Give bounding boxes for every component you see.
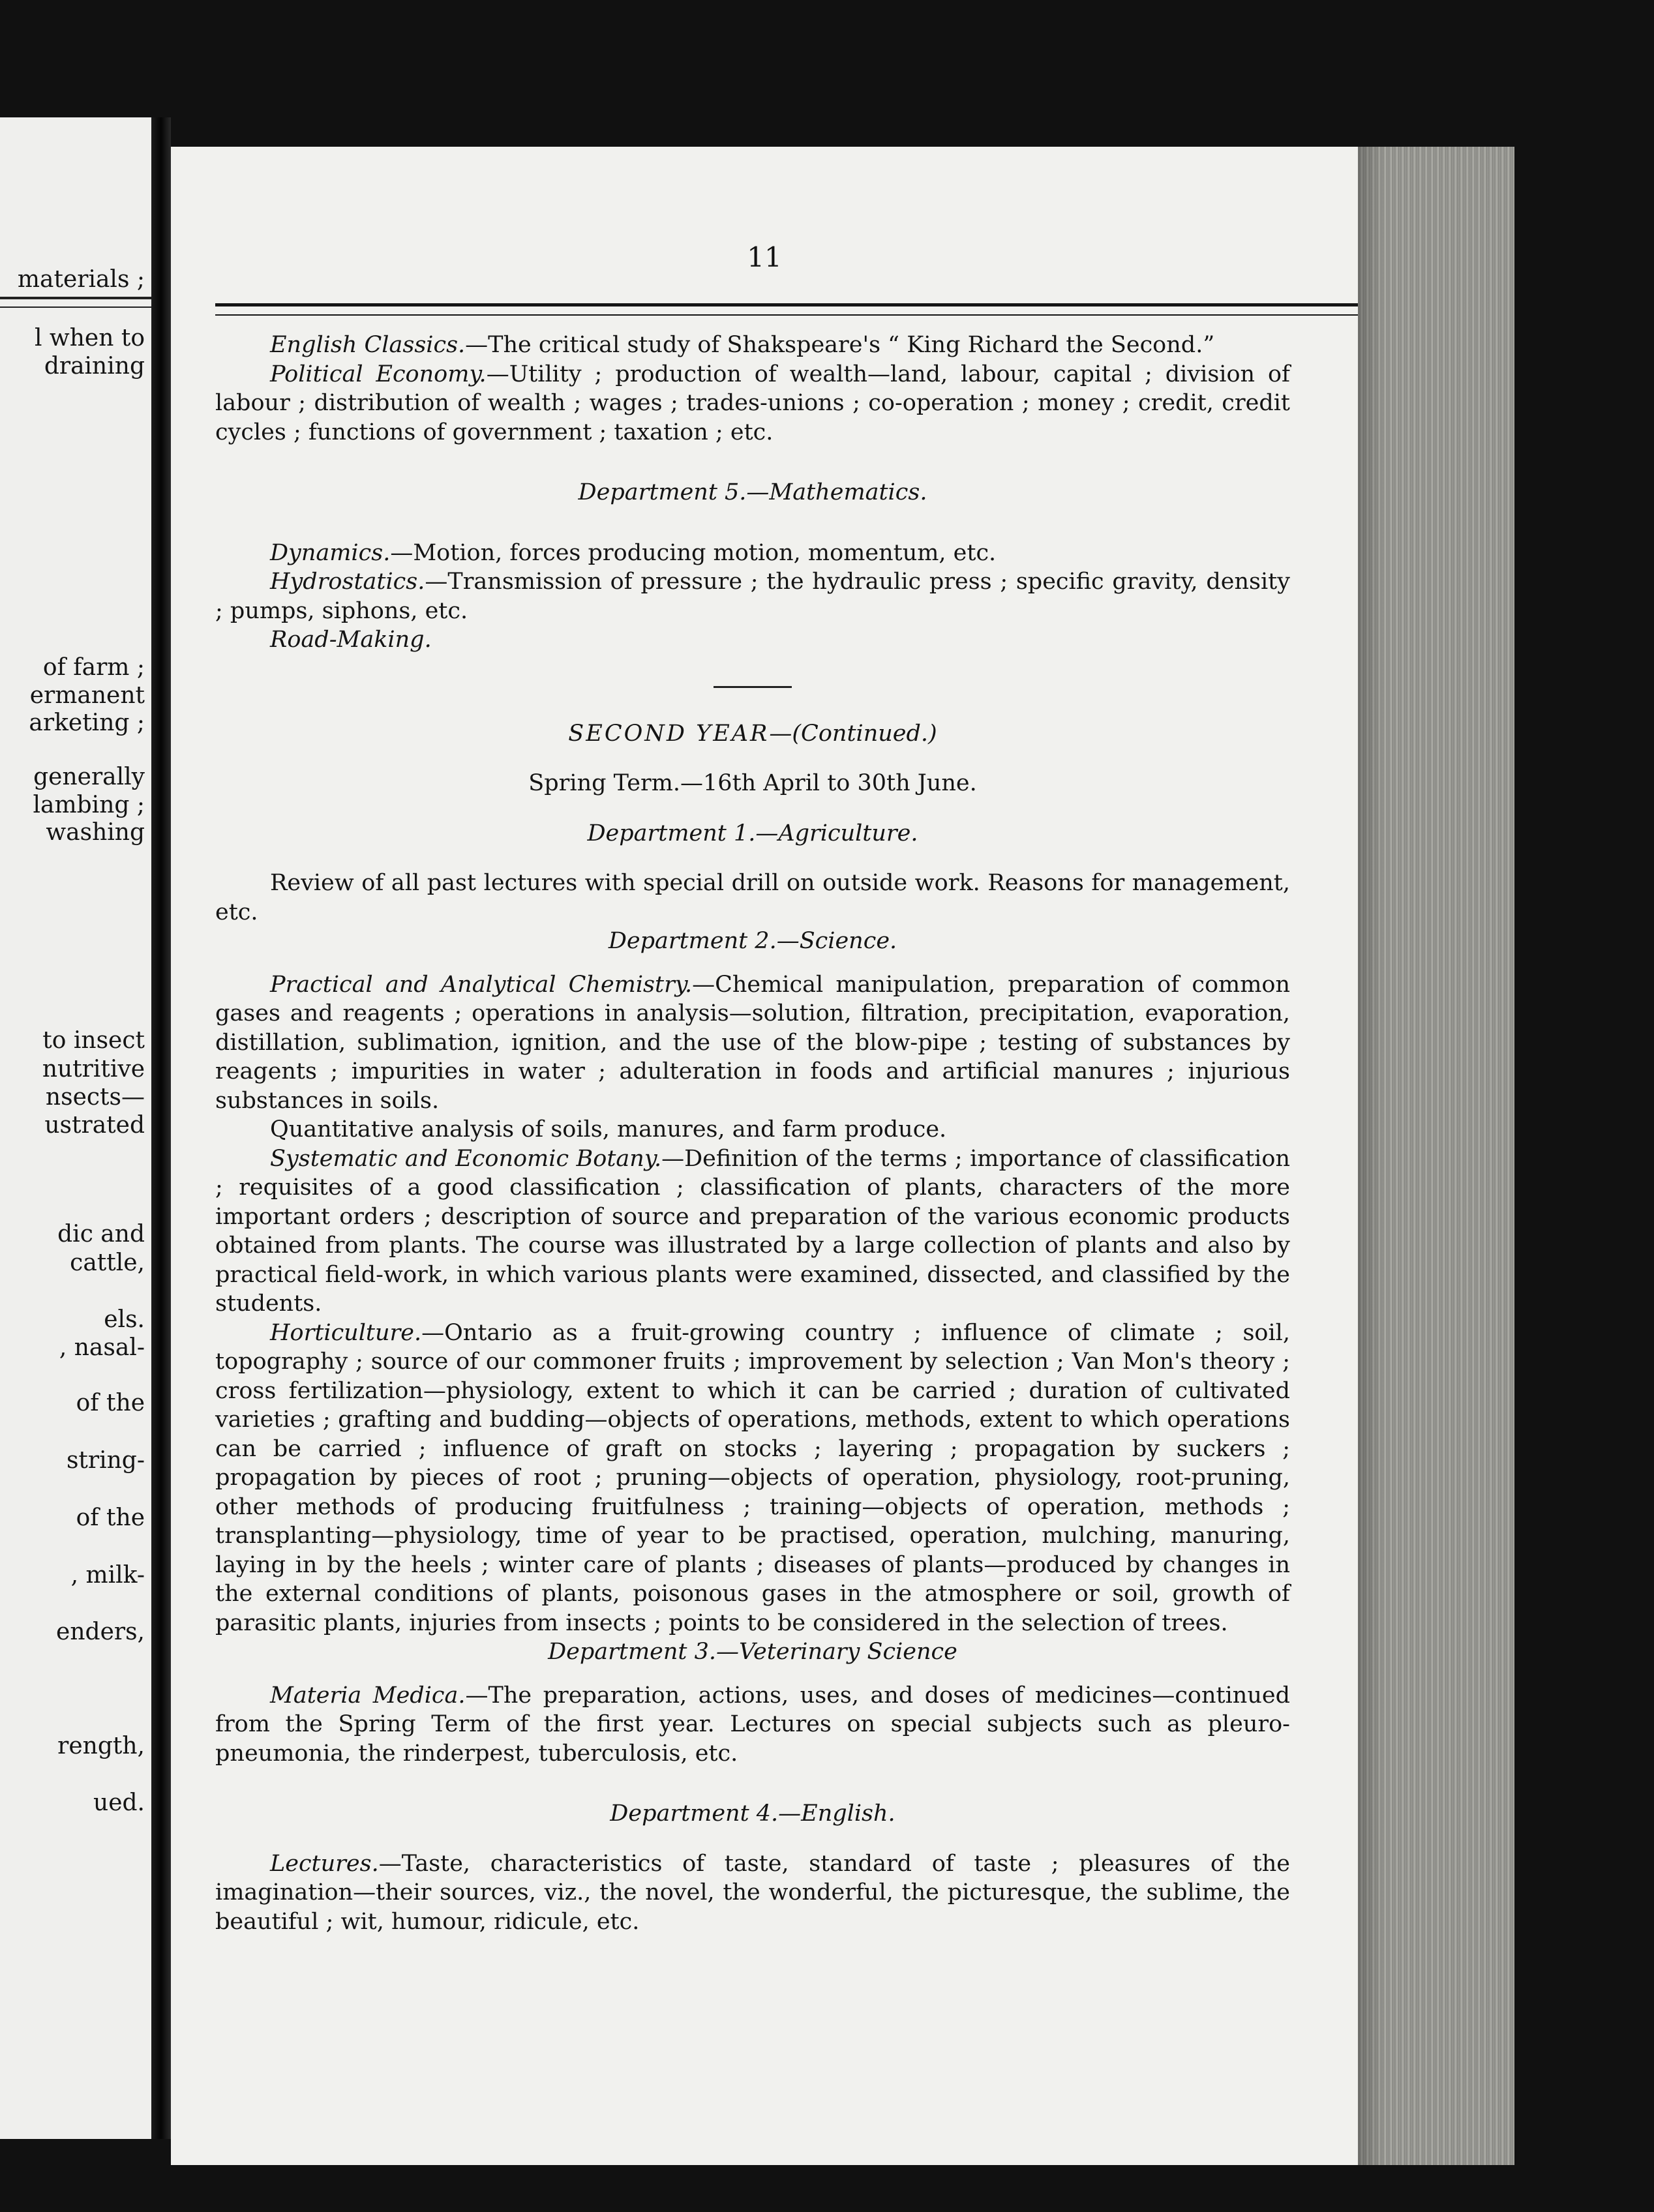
paragraph-dynamics	[215, 539, 1290, 568]
paragraph-text: —Taste, characteristics of taste, standard of taste ; pleasures of the imagination—their sources, viz., the novel, the wonderful, the picturesque, the sublime, the beautiful ; wit, humour, ridicule, etc.	[215, 1850, 1290, 1935]
left-header-rule-thin	[0, 306, 151, 308]
paragraph-text: —Ontario as a fruit-growing country ; influence of climate ; soil, topography ; source of our commoner fruits ; improvement by selection ; Van Mon's theory ; cross fertilization—physiology, extent to which it can be carried ; duration of cultivated varieties ; grafting and budding—objects of operations, methods, extent to which operations can be carried ; influence of graft on stocks ; layering ; propagation by suckers ; propagation by pieces of root ; pruning—objects of operation, physiology, root-pruning, other methods of producing fruitfulness ; training—objects of operation, methods ; transplanting—physiology, time of year to be practised, operation, mulching, manuring, laying in by the heels ; winter care of plants ; diseases of plants—produced by changes in the external conditions of plants, poisonous gases in the atmosphere or soil, growth of parasitic plants, injuries from insects ; points to be considered in the selection of trees.	[215, 1319, 1290, 1636]
paragraph-label: Materia Medica.	[270, 1682, 466, 1709]
left-page	[0, 117, 151, 2139]
paragraph-materia-medica	[215, 1681, 1290, 1769]
book-gutter	[151, 117, 171, 2139]
paragraph-english-classics	[215, 331, 1290, 360]
heading-second-year	[215, 719, 1290, 749]
paragraph-label: Road-Making.	[270, 627, 432, 653]
paragraph-label: Horticulture.	[270, 1319, 422, 1346]
right-page	[171, 147, 1358, 2165]
paragraph-text: —Utility ; production of wealth—land, labour, capital ; division of labour ; distribution of wealth ; wages ; trades-unions ; co-operation ; money ; credit, credit cycles ; functions of government ; taxation ; etc.	[215, 361, 1290, 445]
left-page-fragment: , nasal-	[59, 1334, 145, 1361]
heading-department-1: Department 1.—Agriculture.	[587, 820, 918, 846]
left-page-fragment: washing	[46, 819, 145, 846]
paragraph-label: Practical and Analytical Chemistry.	[270, 971, 693, 998]
left-page-fragment: lambing ;	[33, 792, 145, 818]
page-content	[215, 331, 1290, 1936]
heading-department-4: Department 4.—English.	[610, 1801, 895, 1827]
left-page-fragment: nsects—	[45, 1084, 145, 1111]
left-page-fragment: of the	[76, 1390, 145, 1416]
paragraph-review: Review of all past lectures with special drill on outside work. Reasons for management, etc.	[215, 870, 1290, 925]
left-page-fragment: rength,	[57, 1733, 145, 1759]
paragraph-text: —Motion, forces producing motion, momentum, etc.	[390, 539, 997, 566]
left-page-fragment: to insect	[42, 1027, 145, 1054]
heading-department-2: Department 2.—Science.	[608, 928, 897, 954]
paragraph-label: Lectures.	[270, 1850, 379, 1877]
header-rule-thin	[215, 314, 1358, 316]
book-page-edges	[1358, 147, 1514, 2165]
paragraph-label: English Classics.	[270, 332, 466, 358]
left-page-fragment: arketing ;	[29, 710, 145, 736]
paragraph-text: —Definition of the terms ; importance of classification ; requisites of a good classification ; classification of plants, characters of the more important orders ; description of source and preparation of the various economic products obtained from plants. The course was illustrated by a large collection of plants and also by practical field-work, in which various plants were examined, dissected, and classified by the students.	[215, 1145, 1290, 1317]
left-page-fragment: ermanent	[29, 682, 145, 709]
left-page-fragment: generally	[33, 764, 145, 790]
left-page-fragment: els.	[104, 1306, 145, 1333]
paragraph-botany	[215, 1144, 1290, 1319]
page-number: 11	[747, 241, 782, 273]
paragraph-road-making	[215, 625, 1290, 655]
paragraph-label: Political Economy.	[270, 361, 487, 387]
paragraph-hydrostatics	[215, 567, 1290, 625]
paragraph-text: —The critical study of Shakspeare's “ King Richard the Second.”	[465, 332, 1215, 358]
left-page-fragment: l when to	[34, 325, 145, 351]
paragraph-political-economy	[215, 360, 1290, 447]
paragraph-text: —Chemical manipulation, preparation of common gases and reagents ; operations in analysis—solution, filtration, precipitation, evaporation, distillation, sublimation, ignition, and the use of the blow-pipe ; testing of substances by reagents ; impurities in water ; adulteration in foods and artificial manures ; injurious substances in soils.	[215, 971, 1291, 1114]
heading-second-year-main: SECOND YEAR	[568, 720, 770, 747]
paragraph-text: —Transmission of pressure ; the hydraulic press ; specific gravity, density ; pumps, siphons, etc.	[215, 569, 1290, 624]
term-dates: Spring Term.—16th April to 30th June.	[528, 770, 977, 796]
paragraph-label: Systematic and Economic Botany.	[270, 1145, 662, 1172]
paragraph-quantitative-analysis: Quantitative analysis of soils, manures, and farm produce.	[270, 1116, 947, 1143]
left-page-fragment: ued.	[93, 1789, 145, 1816]
left-page-fragment: dic and	[57, 1221, 145, 1248]
header-rule-thick	[215, 303, 1358, 306]
paragraph-text: —The preparation, actions, uses, and doses of medicines—continued from the Spring Term of the first year. Lectures on special subjects such as pleuro-pneumonia, the rinderpest, tuberculosis, etc.	[215, 1682, 1290, 1767]
left-page-fragment: draining	[44, 353, 145, 380]
paragraph-label: Hydrostatics.	[270, 569, 425, 595]
left-page-fragment: of the	[76, 1504, 145, 1531]
left-page-fragment: of farm ;	[42, 654, 145, 681]
left-page-fragment: , milk-	[70, 1562, 145, 1589]
paragraph-chemistry	[215, 970, 1290, 1116]
left-page-fragment: nutritive	[42, 1056, 145, 1083]
left-page-fragment: cattle,	[70, 1249, 145, 1276]
paragraph-lectures	[215, 1849, 1290, 1937]
left-page-fragment: string-	[66, 1447, 145, 1474]
left-page-fragment: enders,	[56, 1619, 145, 1645]
left-header-rule	[0, 297, 151, 299]
left-page-fragment: materials ;	[17, 266, 145, 293]
left-page-fragment: ustrated	[44, 1112, 145, 1139]
heading-department-3: Department 3.—Veterinary Science	[548, 1639, 957, 1665]
paragraph-horticulture	[215, 1319, 1290, 1638]
heading-department-5: Department 5.—Mathematics.	[578, 479, 927, 505]
paragraph-label: Dynamics.	[270, 539, 391, 566]
heading-second-year-rest: —(Continued.)	[769, 720, 937, 747]
